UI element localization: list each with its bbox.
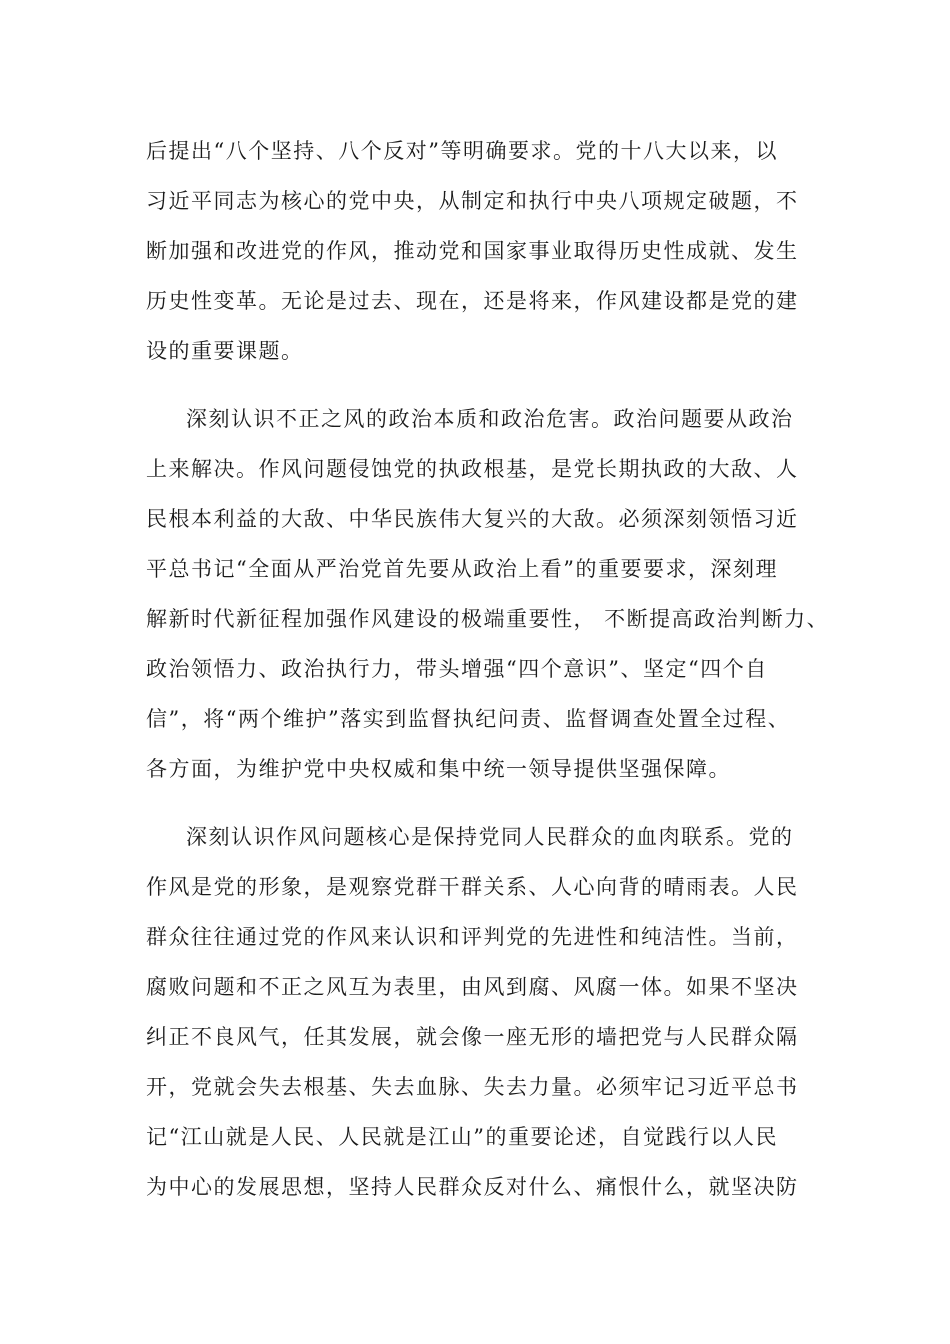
paragraph-2-line-8: 各方面，为维护党中央权威和集中统一领导提供坚强保障。	[146, 757, 731, 781]
paragraph-2-line-5: 解新时代新征程加强作风建设的极端重要性， 不断提高政治判断力、	[146, 607, 830, 631]
paragraph-3-line-2: 作风是党的形象，是观察党群干群关系、人心向背的晴雨表。人民	[146, 875, 799, 899]
paragraph-2-line-1: 深刻认识不正之风的政治本质和政治危害。政治问题要从政治	[186, 407, 794, 431]
paragraph-3-line-7: 记“江山就是人民、人民就是江山”的重要论述，自觉践行以人民	[146, 1125, 778, 1149]
paragraph-3-line-5: 纠正不良风气，任其发展，就会像一座无形的墙把党与人民群众隔	[146, 1025, 799, 1049]
paragraph-1-line-3: 断加强和改进党的作风，推动党和国家事业取得历史性成就、发生	[146, 239, 799, 263]
paragraph-1-line-4: 历史性变革。无论是过去、现在，还是将来，作风建设都是党的建	[146, 289, 799, 313]
paragraph-3-line-8: 为中心的发展思想，坚持人民群众反对什么、痛恨什么，就坚决防	[146, 1175, 799, 1199]
paragraph-1-line-5: 设的重要课题。	[146, 339, 304, 363]
paragraph-2-line-4: 平总书记“全面从严治党首先要从政治上看”的重要要求，深刻理	[146, 557, 778, 581]
paragraph-2-line-3: 民根本利益的大敌、中华民族伟大复兴的大敌。必须深刻领悟习近	[146, 507, 799, 531]
paragraph-1-line-2: 习近平同志为核心的党中央，从制定和执行中央八项规定破题，不	[146, 189, 799, 213]
paragraph-2-line-2: 上来解决。作风问题侵蚀党的执政根基，是党长期执政的大敌、人	[146, 457, 799, 481]
paragraph-3-line-4: 腐败问题和不正之风互为表里，由风到腐、风腐一体。如果不坚决	[146, 975, 799, 999]
paragraph-3-line-6: 开，党就会失去根基、失去血脉、失去力量。必须牢记习近平总书	[146, 1075, 799, 1099]
paragraph-3-line-1: 深刻认识作风问题核心是保持党同人民群众的血肉联系。党的	[186, 825, 794, 849]
paragraph-2-line-7: 信”，将“两个维护”落实到监督执纪问责、监督调查处置全过程、	[146, 707, 791, 731]
paragraph-2-line-6: 政治领悟力、政治执行力，带头增强“四个意识”、坚定“四个自	[146, 657, 768, 681]
paragraph-1-line-1: 后提出“八个坚持、八个反对”等明确要求。党的十八大以来，以	[146, 139, 778, 163]
paragraph-3-line-3: 群众往往通过党的作风来认识和评判党的先进性和纯洁性。当前，	[146, 925, 799, 949]
